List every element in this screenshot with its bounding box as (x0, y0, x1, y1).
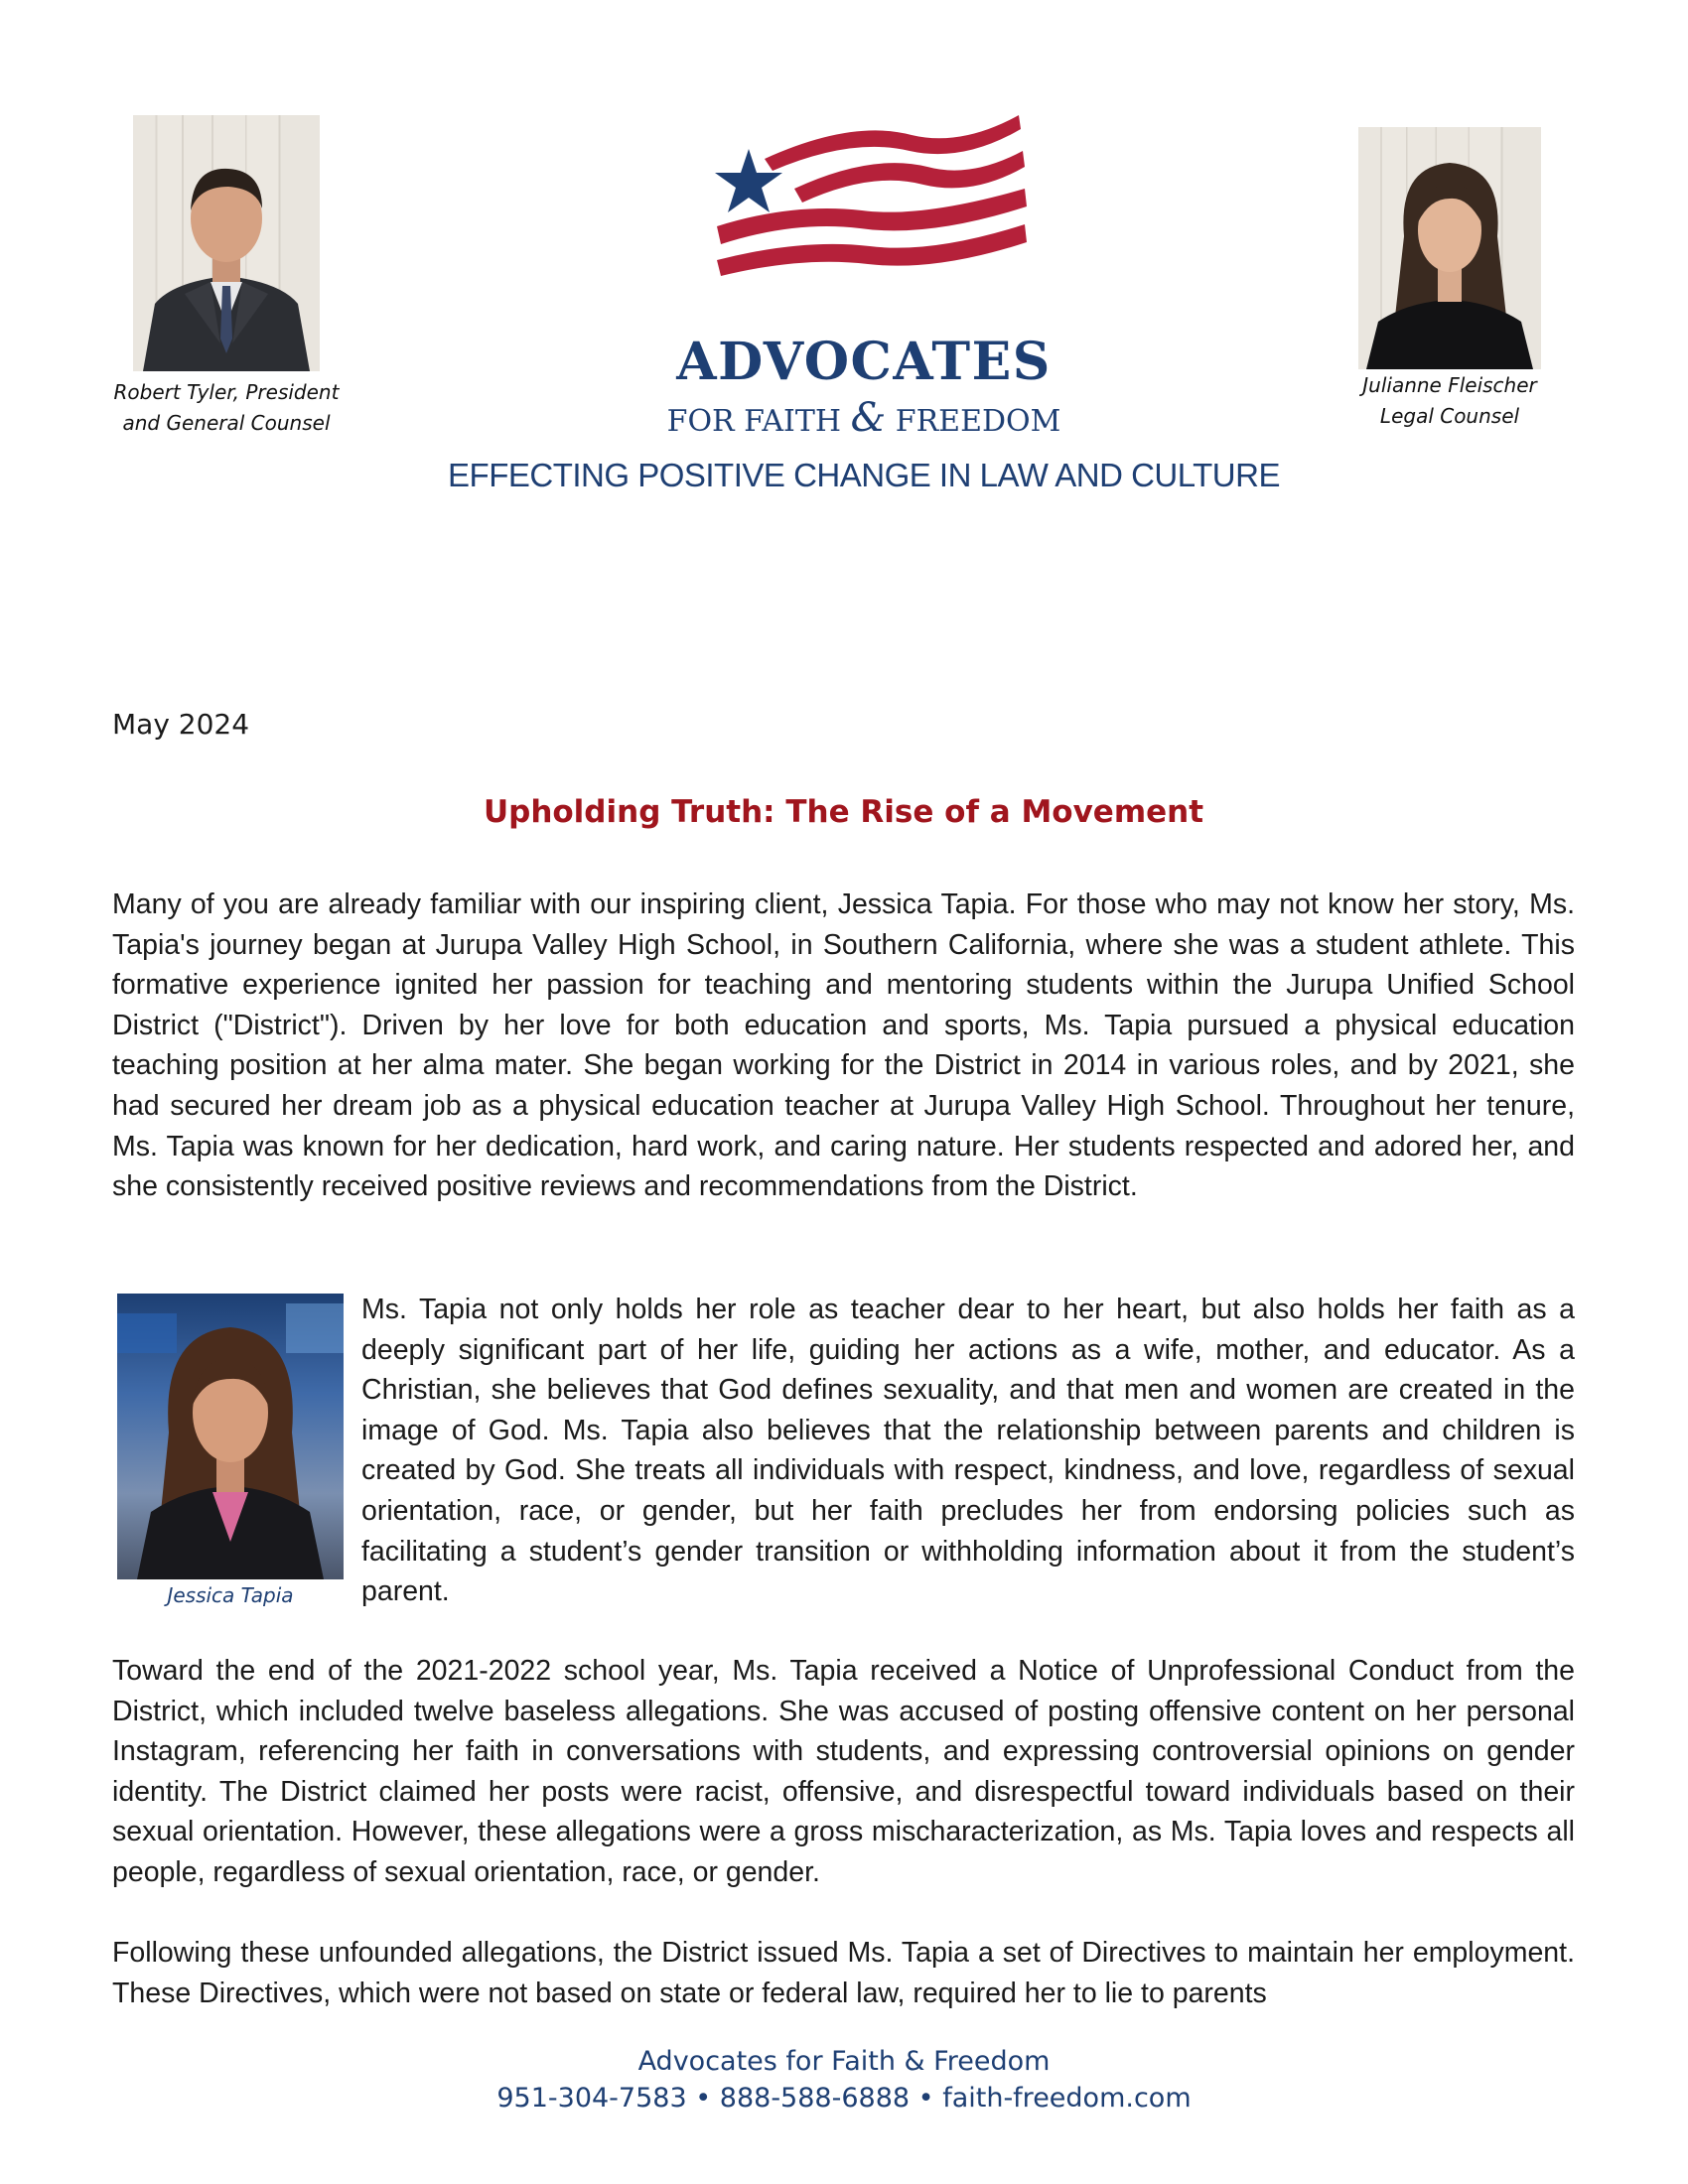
footer-separator-2: • (917, 2083, 934, 2114)
left-person-name: Robert Tyler, President (113, 380, 340, 404)
logo-org-name: ADVOCATES (676, 332, 1052, 392)
footer-phone-1: 951-304-7583 (496, 2083, 687, 2114)
body-paragraph-4: Following these unfounded allegations, the District issued Ms. Tapia a set of Directives to maintain her employment. These Directives, which were not based on state or federal law, required her to lie to parents (112, 1937, 1575, 2009)
right-person-title: Legal Counsel (1379, 404, 1520, 428)
jessica-tapia-photo (117, 1294, 344, 1579)
logo-subtitle-faith: FOR FAITH (666, 404, 842, 439)
jessica-photo-caption: Jessica Tapia (167, 1583, 294, 1607)
body-paragraph-2: Ms. Tapia not only holds her role as teacher dear to her heart, but also holds her faith as a deeply significant part of her life, guiding her actions as a wife, mother, and educator. As a Christian, she believes that God defines sexuality, and that men and women are created in the image of God. Ms. Tapia also believes that the relationship between parents and children is created by God. She treats all individuals with respect, kindness, and love, regardless of sexual orientation, race, or gender, but her faith precludes her from endorsing policies such as facilitating a student’s gender transition or withholding information about it from the student’s parent. (361, 1294, 1575, 1608)
footer-website: faith-freedom.com (942, 2083, 1192, 2114)
footer-separator-1: • (695, 2083, 712, 2114)
letter-date: May 2024 (112, 708, 250, 741)
left-person-caption (99, 377, 353, 439)
robert-tyler-photo (133, 115, 320, 371)
footer-contact-line (298, 2083, 1390, 2114)
right-person-name: Julianne Fleischer (1362, 373, 1537, 397)
article-headline: Upholding Truth: The Rise of a Movement (483, 794, 1204, 830)
logo-subtitle-freedom: FREEDOM (895, 404, 1061, 439)
woman-portrait-icon (1358, 127, 1541, 369)
body-paragraph-1: Many of you are already familiar with our inspiring client, Jessica Tapia. For those who may not know her story, Ms. Tapia's journey began at Jurupa Valley High School, in Southern California, where she was a student athlete. This formative experience ignited her passion for teaching and mentoring students within the Jurupa Unified School District ("District"). Driven by her love for both education and sports, Ms. Tapia pursued a physical education teaching position at her alma mater. She began working for the District in 2014 in various roles, and by 2021, she had secured her dream job as a physical education teacher at Jurupa Valley High School. Throughout her tenure, Ms. Tapia was known for her dedication, hard work, and caring nature. Her students respected and adored her, and she consistently received positive reviews and recommendations from the District. (112, 888, 1575, 1203)
right-person-caption (1321, 370, 1579, 432)
logo-subtitle (556, 395, 1172, 441)
logo-ampersand: & (850, 395, 887, 441)
jessica-portrait-icon (117, 1294, 344, 1579)
logo-tagline: EFFECTING POSITIVE CHANGE IN LAW AND CULTURE (448, 457, 1280, 493)
left-person-title: and General Counsel (122, 411, 331, 435)
footer-org-name: Advocates for Faith & Freedom (637, 2046, 1051, 2077)
footer-phone-2: 888-588-6888 (719, 2083, 911, 2114)
man-portrait-icon (133, 115, 320, 371)
julianne-fleischer-photo (1358, 127, 1541, 369)
flag-star-logo-icon (703, 107, 1031, 296)
body-paragraph-3: Toward the end of the 2021-2022 school year, Ms. Tapia received a Notice of Unprofessional Conduct from the District, which included twelve baseless allegations. She was accused of posting offensive content on her personal Instagram, referencing her faith in conversations with students, and expressing controversial opinions on gender identity. The District claimed her posts were racist, offensive, and disrespectful toward individuals based on their sexual orientation. However, these allegations were a gross mischaracterization, as Ms. Tapia loves and respects all people, regardless of sexual orientation, race, or gender. (112, 1655, 1575, 1888)
